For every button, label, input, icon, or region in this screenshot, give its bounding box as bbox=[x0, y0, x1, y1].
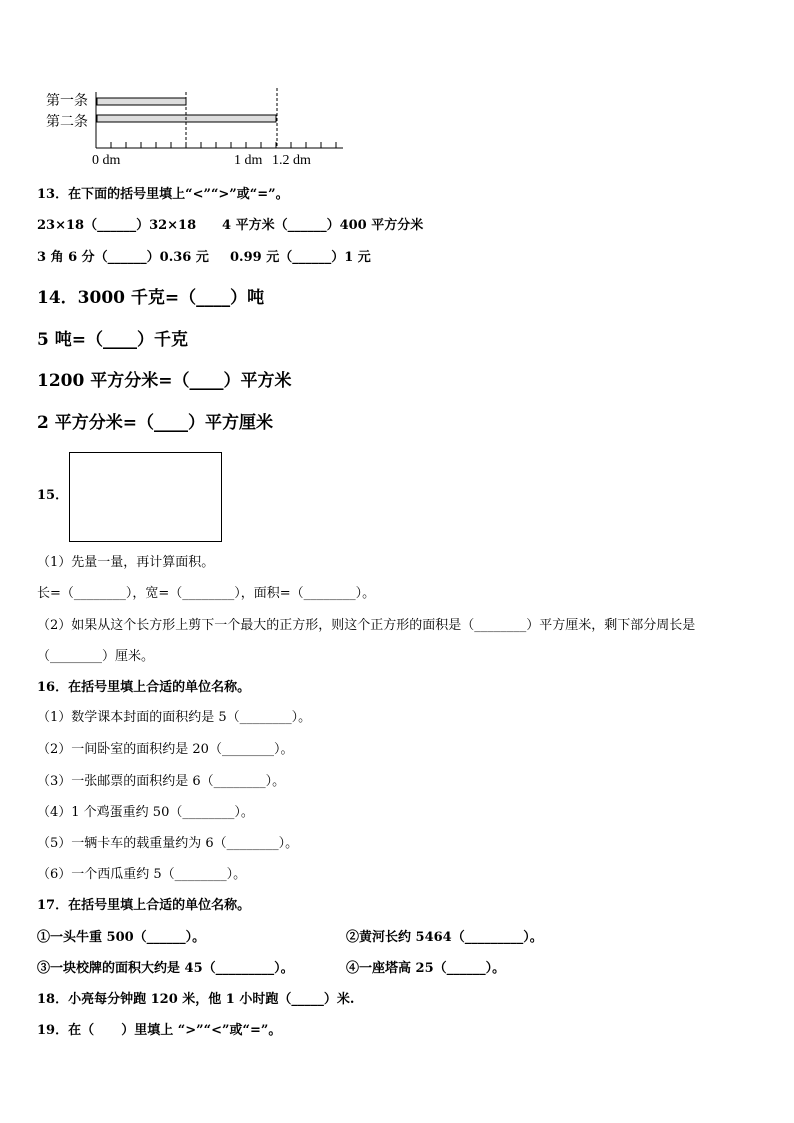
q17-title: 17．在括号里填上合适的单位名称。 bbox=[37, 898, 251, 913]
q15-line-2: 长=（________），宽=（________），面积=（________）。 bbox=[37, 586, 376, 601]
q14-line-4: 2 平方分米=（____）平方厘米 bbox=[37, 413, 273, 433]
q17-item-4: ④一座塔高 25（______）。 bbox=[346, 961, 506, 976]
q16-item: （6）一个西瓜重约 5（________）。 bbox=[37, 867, 247, 882]
q15-number: 15． bbox=[37, 488, 69, 503]
tick-label-0: 0 dm bbox=[92, 153, 121, 168]
rectangle-figure bbox=[69, 452, 222, 542]
q17-item-3: ③一块校牌的面积大约是 45（_________）。 bbox=[37, 961, 294, 976]
q13-item-1: 23×18（______）32×18 bbox=[37, 218, 197, 233]
q16-item: （1）数学课本封面的面积约是 5（________）。 bbox=[37, 710, 312, 725]
q13-item-3: 3 角 6 分（______）0.36 元 bbox=[37, 250, 209, 265]
strip1-label: 第一条 bbox=[46, 93, 88, 109]
q18-text: 18．小亮每分钟跑 120 米，他 1 小时跑（_____）米. bbox=[37, 992, 355, 1007]
q15-line-3: （2）如果从这个长方形上剪下一个最大的正方形，则这个正方形的面积是（________）平方厘米，剩下部分周长是 bbox=[37, 618, 696, 633]
q13-item-4: 0.99 元（______）1 元 bbox=[230, 250, 371, 265]
q16-item: （2）一间卧室的面积约是 20（________）。 bbox=[37, 742, 294, 757]
q14-line-1: 14．3000 千克=（____）吨 bbox=[37, 288, 265, 308]
strip-1 bbox=[97, 98, 186, 105]
q16-item: （4）1 个鸡蛋重约 50（________）。 bbox=[37, 805, 254, 820]
q14-line-3: 1200 平方分米=（____）平方米 bbox=[37, 371, 292, 391]
q14-line-2: 5 吨=（____）千克 bbox=[37, 330, 188, 350]
q17-item-2: ②黄河长约 5464（_________）。 bbox=[346, 930, 543, 945]
tick-label-1: 1 dm bbox=[234, 153, 263, 168]
q17-item-1: ①一头牛重 500（______）。 bbox=[37, 930, 206, 945]
q16-title: 16．在括号里填上合适的单位名称。 bbox=[37, 680, 251, 695]
tick-label-2: 1.2 dm bbox=[272, 153, 311, 168]
q16-item: （3）一张邮票的面积约是 6（________）。 bbox=[37, 774, 286, 789]
q15-line-4: （________）厘米。 bbox=[37, 649, 155, 664]
ruler-svg bbox=[0, 0, 360, 175]
q19-text: 19．在（ ）里填上 “>”“<”或“=”。 bbox=[37, 1023, 282, 1038]
q16-item: （5）一辆卡车的载重量约为 6（________）。 bbox=[37, 836, 299, 851]
strip2-label: 第二条 bbox=[46, 114, 88, 130]
q15-line-1: （1）先量一量，再计算面积。 bbox=[37, 555, 215, 570]
q13-title: 13．在下面的括号里填上“<”“>”或“=”。 bbox=[37, 187, 289, 202]
q13-item-2: 4 平方米（______）400 平方分米 bbox=[222, 218, 424, 233]
